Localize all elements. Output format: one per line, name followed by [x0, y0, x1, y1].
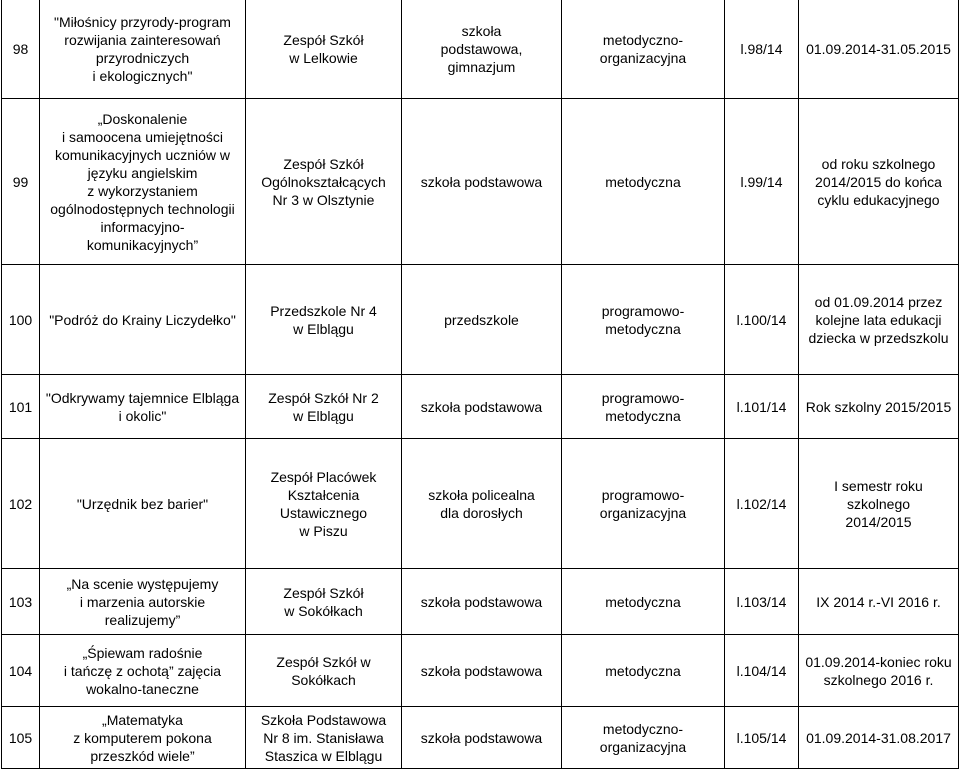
- table-row: [2, 439, 959, 569]
- implementation-period: I semestr roku szkolnego 2014/2015: [799, 439, 959, 569]
- project-title: „Doskonalenie i samoocena umiejętności komunikacyjnych uczniów w języku angielskim z wykorzystaniem ogólnodostępnych technologii informacyjno- komunikacyjnych”: [40, 99, 246, 265]
- registry-number: l.104/14: [725, 635, 799, 707]
- school-type: szkoła policealna dla dorosłych: [402, 439, 562, 569]
- school-name: Zespół Szkół Ogólnokształcących Nr 3 w Olsztynie: [246, 99, 402, 265]
- row-number: 99: [2, 99, 40, 265]
- school-name: Zespół Szkół w Sokółkach: [246, 569, 402, 635]
- implementation-period: od roku szkolnego 2014/2015 do końca cyklu edukacyjnego: [799, 99, 959, 265]
- school-name: Zespół Szkół Nr 2 w Elblągu: [246, 375, 402, 439]
- school-type: przedszkole: [402, 265, 562, 375]
- project-title: "Miłośnicy przyrody-program rozwijania zainteresowań przyrodniczych i ekologicznych": [40, 0, 246, 99]
- registry-number: l.100/14: [725, 265, 799, 375]
- table-row: [2, 635, 959, 707]
- school-name: Szkoła Podstawowa Nr 8 im. Stanisława Staszica w Elblągu: [246, 707, 402, 769]
- row-number: 102: [2, 439, 40, 569]
- school-type: szkoła podstawowa: [402, 707, 562, 769]
- registry-number: l.99/14: [725, 99, 799, 265]
- projects-table: [1, 0, 959, 769]
- row-number: 100: [2, 265, 40, 375]
- implementation-period: od 01.09.2014 przez kolejne lata edukacji dziecka w przedszkolu: [799, 265, 959, 375]
- row-number: 104: [2, 635, 40, 707]
- table-row: [2, 0, 959, 99]
- table-row: [2, 99, 959, 265]
- table-row: [2, 707, 959, 769]
- row-number: 105: [2, 707, 40, 769]
- innovation-category: programowo-metodyczna: [562, 375, 725, 439]
- school-name: Zespół Placówek Kształcenia Ustawicznego w Piszu: [246, 439, 402, 569]
- registry-number: l.98/14: [725, 0, 799, 99]
- school-type: szkoła podstawowa, gimnazjum: [402, 0, 562, 99]
- implementation-period: 01.09.2014-31.05.2015: [799, 0, 959, 99]
- table-row: [2, 569, 959, 635]
- innovation-category: metodyczno- organizacyjna: [562, 0, 725, 99]
- school-type: szkoła podstawowa: [402, 569, 562, 635]
- implementation-period: Rok szkolny 2015/2015: [799, 375, 959, 439]
- table-row: [2, 265, 959, 375]
- row-number: 103: [2, 569, 40, 635]
- innovation-category: programowo-metodyczna: [562, 265, 725, 375]
- project-title: „Matematyka z komputerem pokona przeszkód wiele”: [40, 707, 246, 769]
- row-number: 98: [2, 0, 40, 99]
- school-type: szkoła podstawowa: [402, 375, 562, 439]
- innovation-category: metodyczno- organizacyjna: [562, 707, 725, 769]
- project-title: "Podróż do Krainy Liczydełko": [40, 265, 246, 375]
- school-name: Zespół Szkół w Lelkowie: [246, 0, 402, 99]
- innovation-category: metodyczna: [562, 99, 725, 265]
- registry-number: l.103/14: [725, 569, 799, 635]
- registry-number: l.102/14: [725, 439, 799, 569]
- table-row: [2, 375, 959, 439]
- school-name: Zespół Szkół w Sokółkach: [246, 635, 402, 707]
- implementation-period: 01.09.2014-koniec roku szkolnego 2016 r.: [799, 635, 959, 707]
- innovation-category: metodyczna: [562, 635, 725, 707]
- innovation-category: programowo- organizacyjna: [562, 439, 725, 569]
- school-type: szkoła podstawowa: [402, 99, 562, 265]
- project-title: "Odkrywamy tajemnice Elbląga i okolic": [40, 375, 246, 439]
- school-type: szkoła podstawowa: [402, 635, 562, 707]
- project-title: „Śpiewam radośnie i tańczę z ochotą” zajęcia wokalno-taneczne: [40, 635, 246, 707]
- row-number: 101: [2, 375, 40, 439]
- innovation-category: metodyczna: [562, 569, 725, 635]
- project-title: "Urzędnik bez barier": [40, 439, 246, 569]
- implementation-period: IX 2014 r.-VI 2016 r.: [799, 569, 959, 635]
- registry-number: l.105/14: [725, 707, 799, 769]
- project-title: „Na scenie występujemy i marzenia autorskie realizujemy”: [40, 569, 246, 635]
- school-name: Przedszkole Nr 4 w Elblągu: [246, 265, 402, 375]
- implementation-period: 01.09.2014-31.08.2017: [799, 707, 959, 769]
- registry-number: l.101/14: [725, 375, 799, 439]
